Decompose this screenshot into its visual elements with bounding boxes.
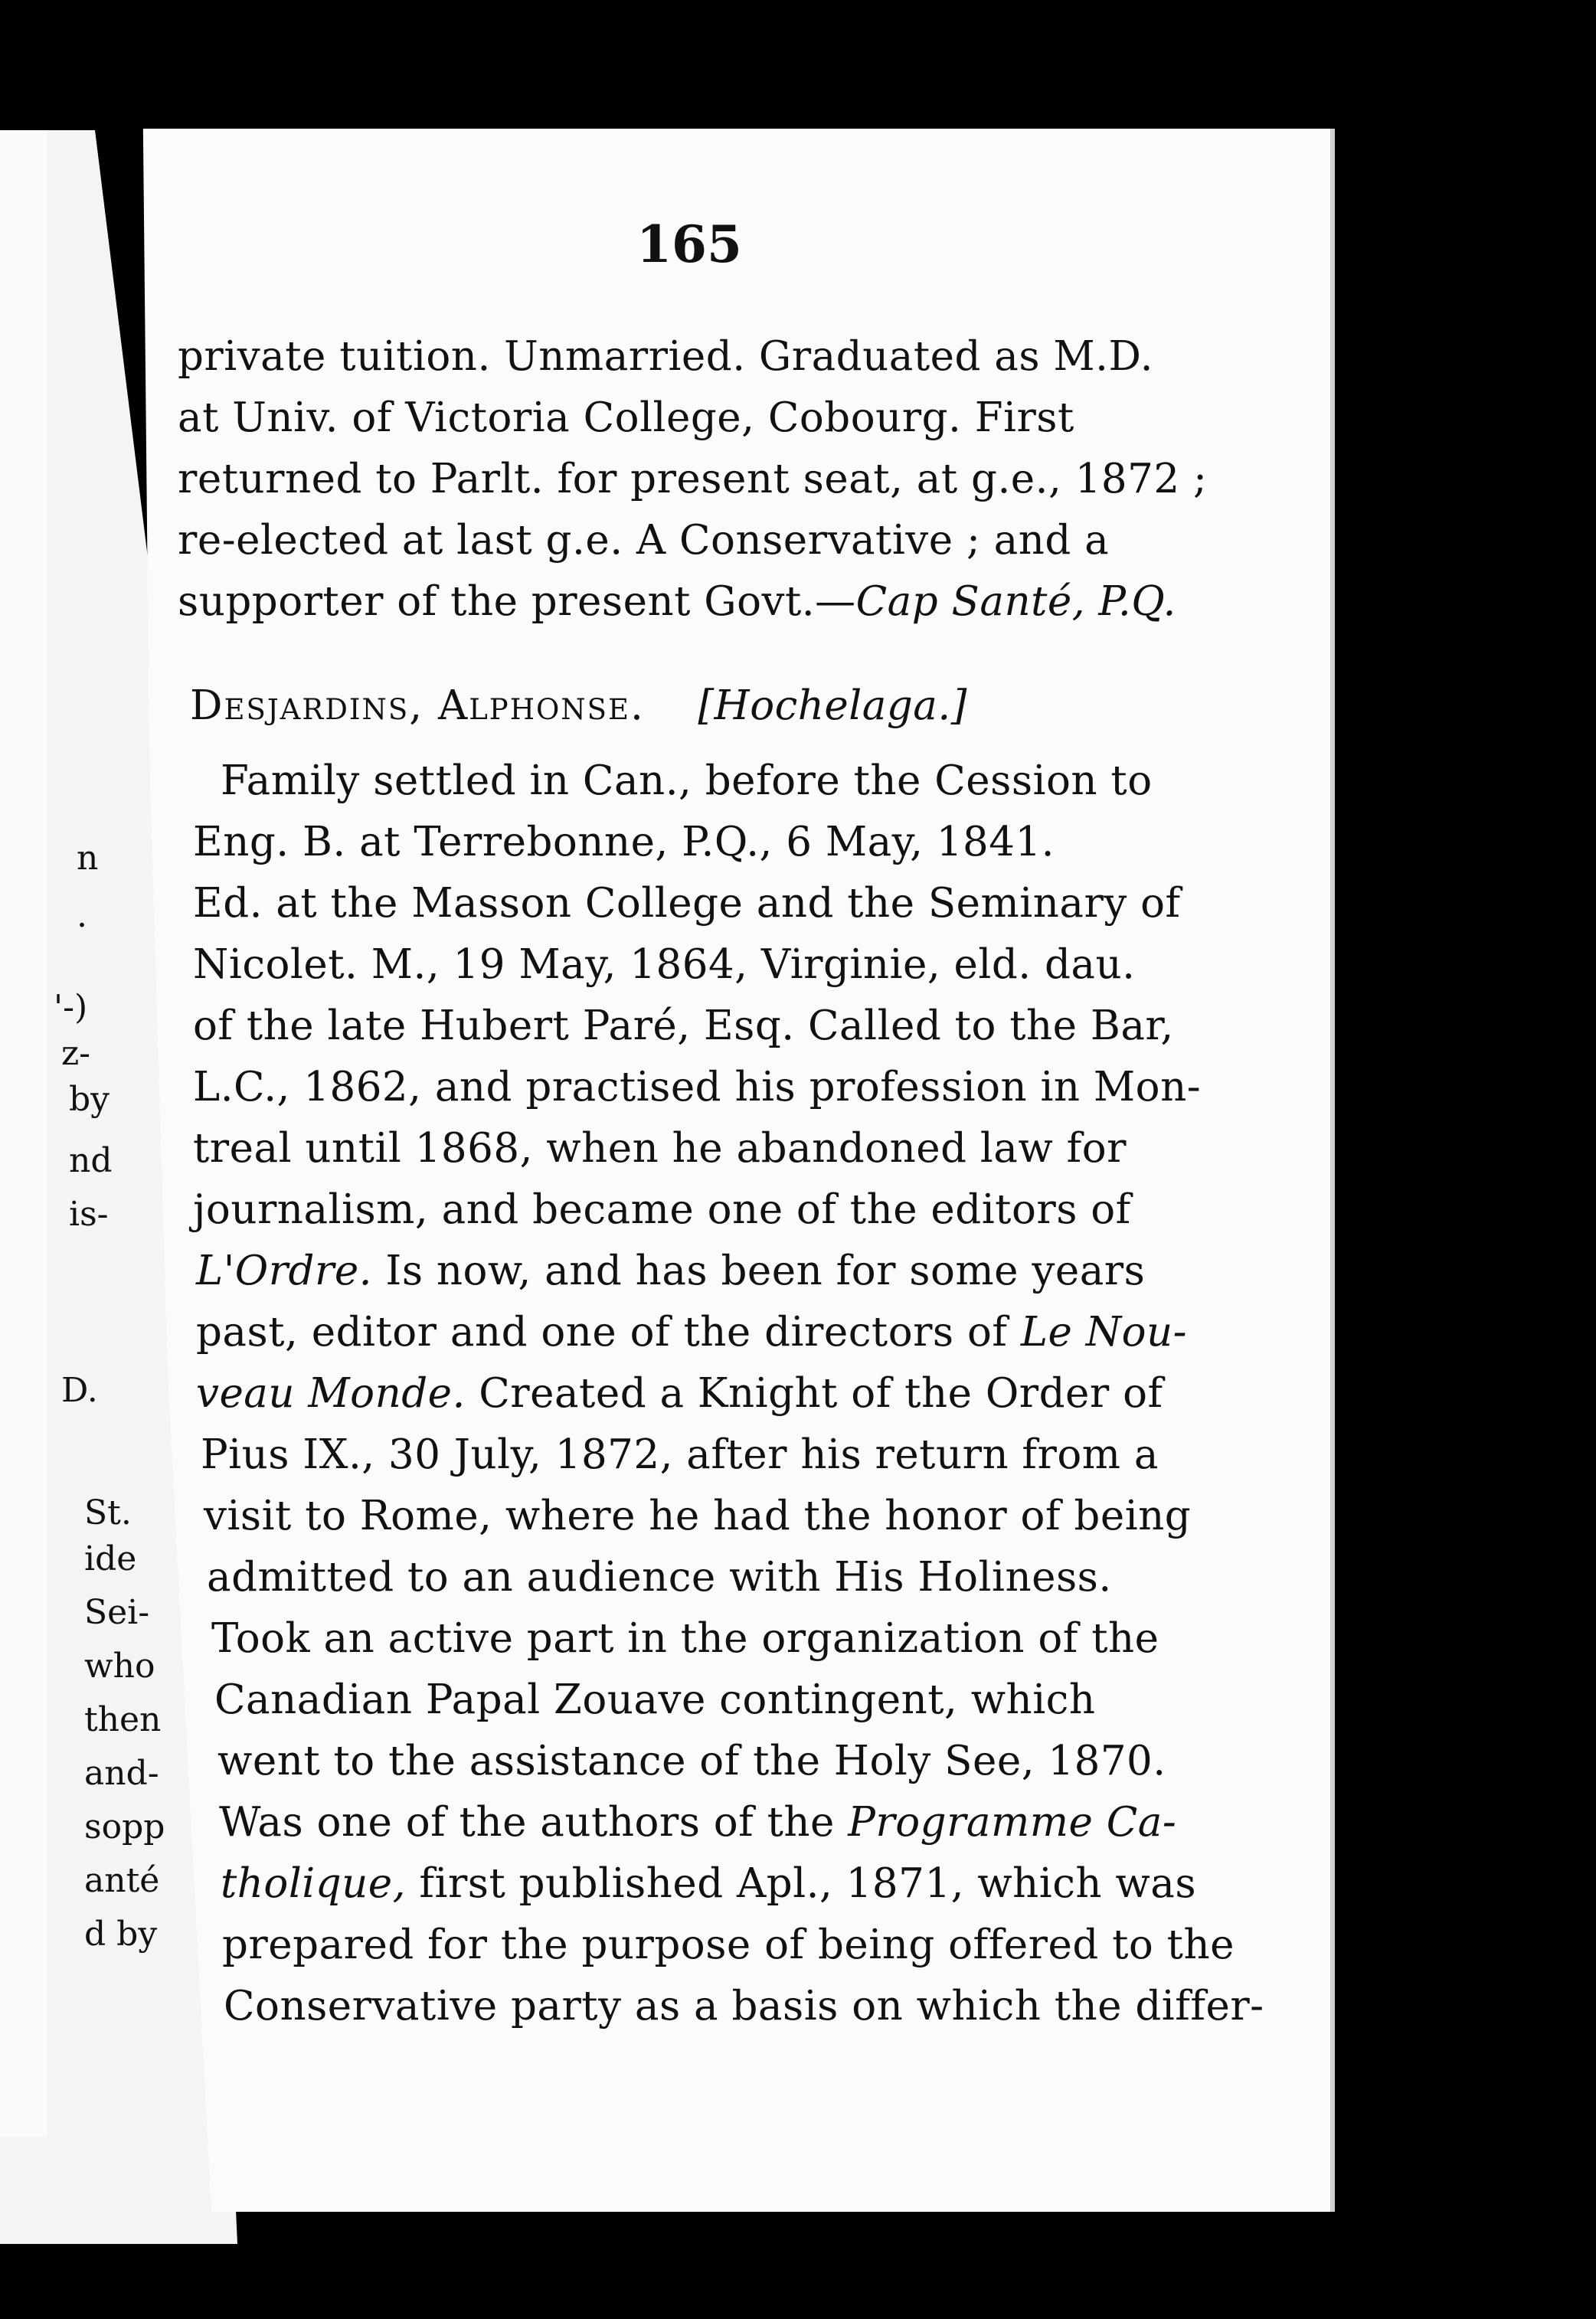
body-line: went to the assistance of the Holy See, 1870.	[217, 1738, 1166, 1784]
body-line	[221, 1861, 1196, 1907]
body-line	[196, 1248, 1145, 1294]
body-line: L.C., 1862, and practised his profession in Mon-	[193, 1064, 1202, 1110]
left-page-fragment: then	[84, 1700, 162, 1739]
body-text: past, editor and one of the directors of	[196, 1309, 1021, 1356]
left-page-fragment: z-	[61, 1034, 91, 1073]
page-number: 165	[636, 214, 742, 274]
left-page-fragment: sopp	[84, 1807, 165, 1846]
le-nouveau-title: veau Monde.	[196, 1370, 466, 1417]
left-page-fragment: and-	[84, 1754, 159, 1793]
body-line	[196, 1310, 1187, 1356]
left-page-fragment: St.	[84, 1493, 132, 1532]
le-nouveau-title: Le Nou-	[1020, 1309, 1188, 1356]
top-paragraph-line: private tuition. Unmarried. Graduated as M.D.	[178, 333, 1153, 380]
entry-constituency: [Hochelaga.]	[698, 682, 967, 729]
body-text: Is now, and has been for some years	[372, 1248, 1146, 1294]
left-page-fragment: Sei-	[84, 1593, 150, 1632]
top-paragraph-line: at Univ. of Victoria College, Cobourg. First	[178, 394, 1074, 441]
body-line: treal until 1868, when he abandoned law for	[193, 1125, 1127, 1172]
body-text: Was one of the authors of the	[219, 1799, 849, 1846]
left-page-fragment: n	[77, 839, 99, 878]
body-line: of the late Hubert Paré, Esq. Called to the Bar,	[193, 1003, 1174, 1049]
programme-title: Programme Ca-	[848, 1799, 1177, 1846]
body-line: Pius IX., 30 July, 1872, after his return from a	[201, 1431, 1159, 1478]
top-paragraph-line: re-elected at last g.e. A Conservative ; and a	[178, 517, 1110, 564]
body-line: Family settled in Can., before the Cession to	[221, 757, 1153, 804]
page-gutter	[0, 130, 47, 2137]
place-name: Cap Santé, P.Q.	[855, 578, 1176, 625]
left-page-fragment: '-)	[54, 988, 88, 1027]
top-paragraph-line: returned to Parlt. for present seat, at g.e., 1872 ;	[178, 456, 1208, 502]
left-page-fragment: by	[69, 1080, 110, 1119]
body-text: Created a Knight of the Order of	[465, 1370, 1163, 1417]
body-line: Canadian Papal Zouave contingent, which	[214, 1676, 1096, 1723]
left-page-fragment: .	[77, 896, 87, 935]
body-line: admitted to an audience with His Holiness.	[207, 1554, 1112, 1601]
left-page-fragment: who	[84, 1647, 155, 1686]
left-page-fragment: d by	[84, 1915, 158, 1954]
body-text: first published Apl., 1871, which was	[406, 1860, 1197, 1907]
body-line: Took an active part in the organization of the	[211, 1615, 1159, 1662]
body-line	[219, 1800, 1176, 1846]
body-line: visit to Rome, where he had the honor of being	[204, 1493, 1192, 1539]
govt-text: supporter of the present Govt.—	[178, 578, 856, 625]
left-page-fragment: nd	[69, 1141, 113, 1180]
entry-name: Desjardins, Alphonse.	[190, 682, 645, 729]
lordre-title: L'Ordre.	[196, 1248, 373, 1294]
programme-title: tholique,	[221, 1860, 407, 1907]
left-page-fragment: D.	[61, 1371, 98, 1410]
left-page-fragment: is-	[69, 1195, 109, 1234]
body-line: Ed. at the Masson College and the Seminary of	[193, 880, 1181, 927]
top-paragraph-line	[178, 579, 1176, 625]
left-page-fragment: anté	[84, 1861, 160, 1900]
body-line: journalism, and became one of the editors of	[193, 1186, 1131, 1233]
body-line: Eng. B. at Terrebonne, P.Q., 6 May, 1841.	[193, 819, 1055, 865]
body-line: Conservative party as a basis on which the differ-	[224, 1983, 1264, 2030]
body-line	[196, 1371, 1163, 1417]
left-page-fragment: ide	[84, 1539, 137, 1578]
entry-heading	[190, 683, 967, 729]
body-line: Nicolet. M., 19 May, 1864, Virginie, eld. dau.	[193, 941, 1136, 988]
body-line: prepared for the purpose of being offered to the	[222, 1922, 1235, 1968]
